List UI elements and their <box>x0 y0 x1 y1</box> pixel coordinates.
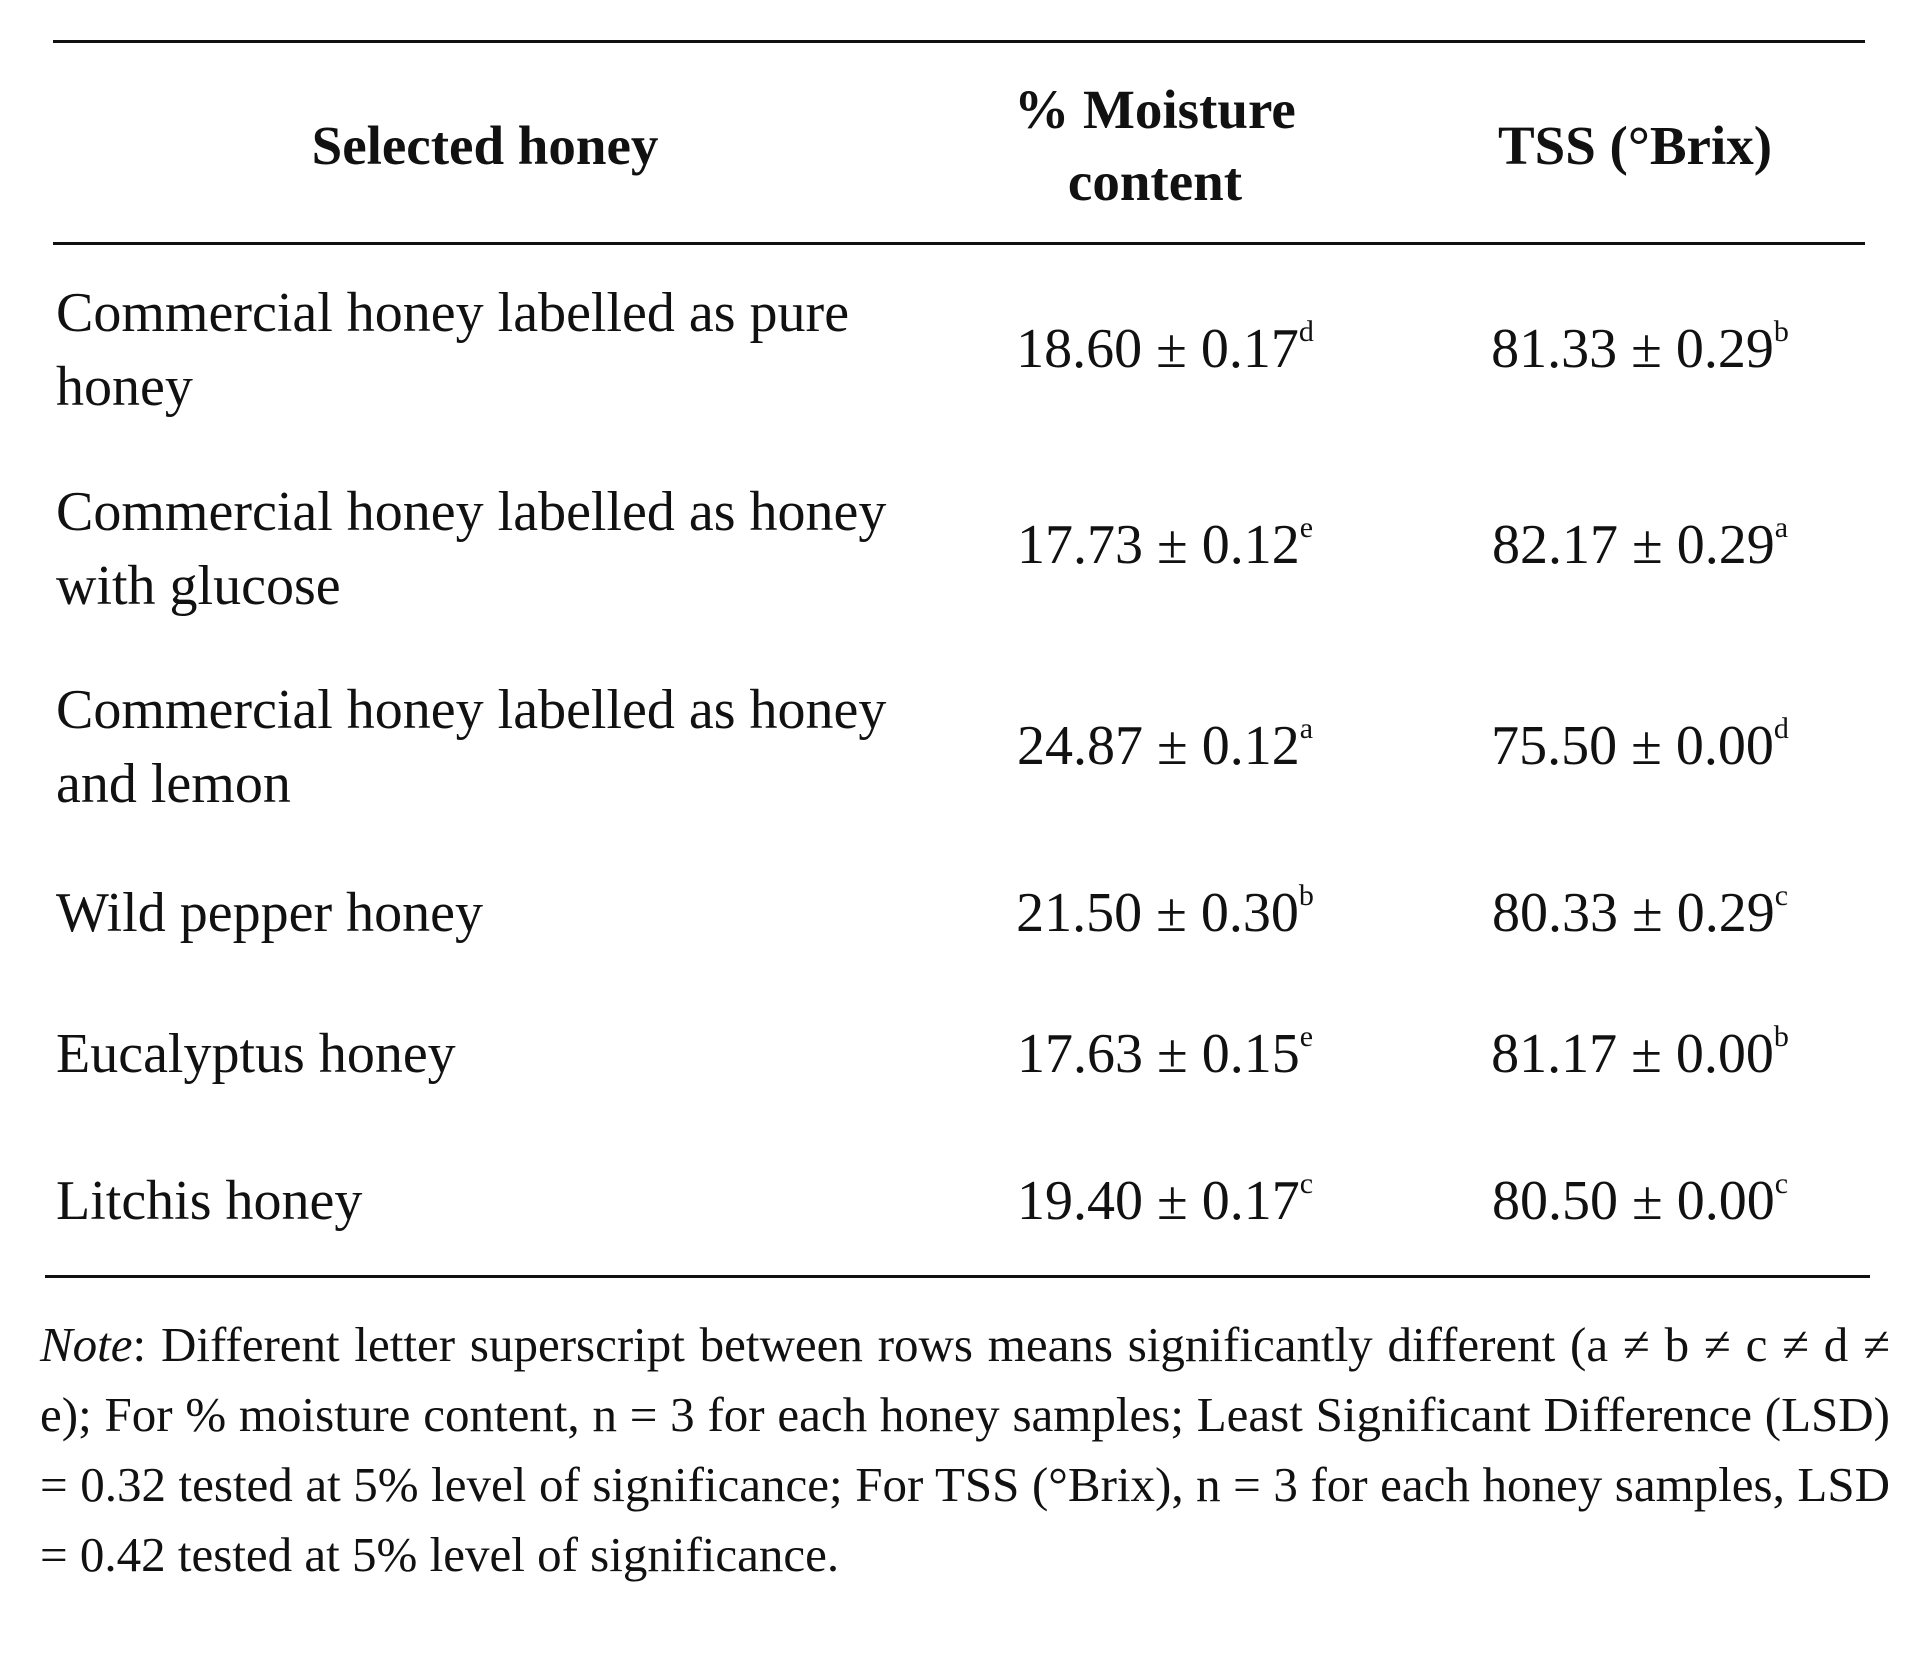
row-6-honey-name: Litchis honey <box>56 1170 363 1232</box>
row-5-tss-value: 81.17 ± 0.00 <box>1491 1023 1774 1085</box>
row-3-tss-superscript: d <box>1773 712 1789 746</box>
row-1-moisture <box>960 312 1370 386</box>
row-4-honey-name: Wild pepper honey <box>56 882 483 944</box>
row-2-tss <box>1430 508 1850 582</box>
table-top-rule <box>53 40 1865 43</box>
row-6-moisture-superscript: c <box>1299 1167 1314 1201</box>
row-4-tss-superscript: c <box>1774 879 1789 913</box>
row-1-tss-superscript: b <box>1773 315 1789 349</box>
row-5-moisture-value: 17.63 ± 0.15 <box>1016 1023 1300 1085</box>
row-2-moisture <box>960 508 1370 582</box>
row-2-moisture-superscript: e <box>1299 511 1314 545</box>
row-1-moisture-superscript: d <box>1298 315 1314 349</box>
row-1-tss <box>1430 312 1850 386</box>
row-5-tss <box>1430 1017 1850 1091</box>
row-6-moisture-value: 19.40 ± 0.17 <box>1016 1170 1300 1232</box>
row-1-tss-value: 81.33 ± 0.29 <box>1491 318 1774 380</box>
row-6-tss <box>1430 1164 1850 1238</box>
row-3-moisture-superscript: a <box>1299 712 1314 746</box>
table-note <box>40 1310 1890 1590</box>
row-3-moisture <box>960 709 1370 783</box>
table-note-text: : Different letter superscript between rows means significantly different (a ≠ b ≠ c ≠ d ≠ e); For % moisture content, n = 3 for each honey samples; Least Significant Difference (LSD) = 0.32 tested at 5% level of significance; For TSS (°Brix), n = 3 for each honey samples, LSD = 0.42 tested at 5% level of significance. <box>40 1317 1890 1582</box>
row-5-tss-superscript: b <box>1773 1020 1789 1054</box>
row-5-honey-name: Eucalyptus honey <box>56 1023 456 1085</box>
row-3-honey-name: Commercial honey labelled as honey and lemon <box>56 679 887 815</box>
row-6-moisture <box>960 1164 1370 1238</box>
row-3-moisture-value: 24.87 ± 0.12 <box>1016 715 1300 777</box>
row-2-tss-value: 82.17 ± 0.29 <box>1491 514 1775 576</box>
row-4-tss-value: 80.33 ± 0.29 <box>1491 882 1775 944</box>
row-1-moisture-value: 18.60 ± 0.17 <box>1016 318 1299 380</box>
row-4-tss <box>1430 876 1850 950</box>
row-2-tss-superscript: a <box>1774 511 1789 545</box>
row-4-moisture-superscript: b <box>1298 879 1314 913</box>
table-bottom-rule <box>45 1275 1870 1278</box>
table-header-rule <box>53 242 1865 245</box>
table-note-label: Note <box>40 1317 133 1372</box>
row-2-moisture-value: 17.73 ± 0.12 <box>1016 514 1300 576</box>
row-5-moisture-superscript: e <box>1299 1020 1314 1054</box>
row-3-tss-value: 75.50 ± 0.00 <box>1491 715 1774 777</box>
row-3-tss <box>1430 709 1850 783</box>
row-5-moisture <box>960 1017 1370 1091</box>
row-4-moisture-value: 21.50 ± 0.30 <box>1016 882 1299 944</box>
header-selected-honey: Selected honey <box>311 115 659 176</box>
row-4-moisture <box>960 876 1370 950</box>
row-1-honey-name: Commercial honey labelled as pure honey <box>56 282 850 418</box>
header-tss: TSS (°Brix) <box>1497 115 1773 176</box>
row-6-tss-value: 80.50 ± 0.00 <box>1491 1170 1775 1232</box>
row-6-tss-superscript: c <box>1774 1167 1789 1201</box>
row-2-honey-name: Commercial honey labelled as honey with glucose <box>56 481 887 617</box>
header-moisture-content: % Moisture content <box>1014 79 1296 212</box>
